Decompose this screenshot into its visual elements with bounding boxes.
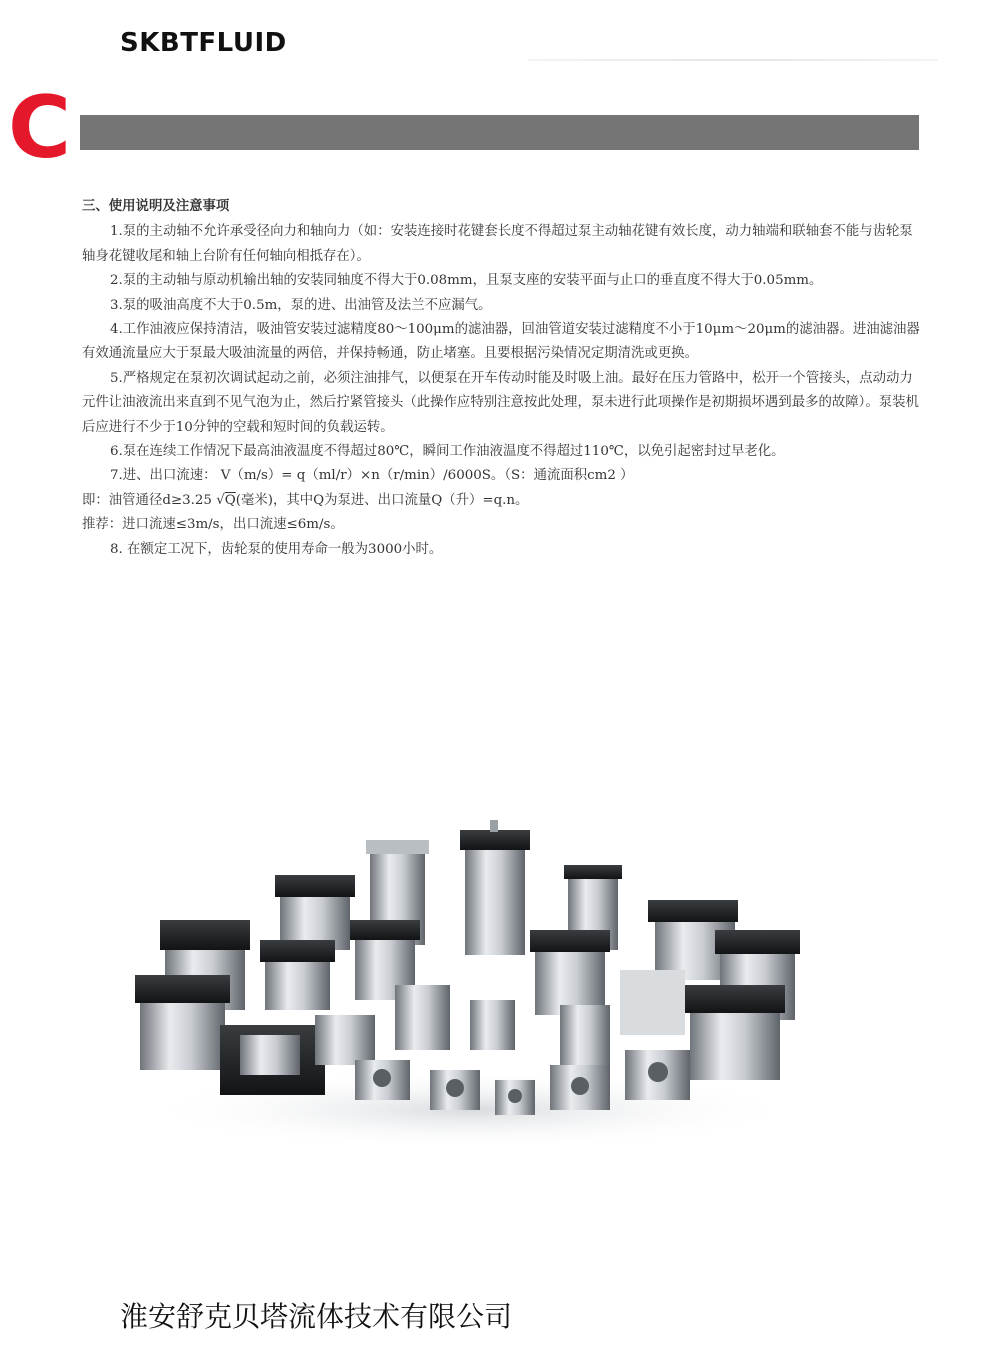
instruction-item-3: 3.泵的吸油高度不大于0.5m，泵的进、出油管及法兰不应漏气。 xyxy=(110,297,492,313)
formula-prefix: 即：油管通径d≥3.25 √ xyxy=(82,492,225,508)
formula-radicand: Q xyxy=(224,492,236,508)
pipe-diameter-formula xyxy=(82,489,920,513)
instruction-item-6: 6.泵在连续工作情况下最高油液温度不得超过80℃，瞬间工作油液温度不得超过110℃，以免引起密封过早老化。 xyxy=(110,444,785,460)
instruction-item-1: 1.泵的主动轴不允许承受径向力和轴向力（如：安装连接时花键套长度不得超过泵主动轴花键有效长度，动力轴端和联轴套不能与齿轮泵轴身花键收尾和轴上台阶有任何轴向相抵存在）。 xyxy=(82,224,913,264)
brand-name: SKBTFLUID xyxy=(120,28,287,58)
instruction-item-8: 8. 在额定工况下，齿轮泵的使用寿命一般为3000小时。 xyxy=(110,541,443,557)
pump-back-row xyxy=(275,820,738,980)
instruction-item-4: 4.工作油液应保持清洁，吸油管安装过滤精度80～100μm的滤油器，回油管道安装过滤精度不小于10μm～20μm的滤油器。进油滤油器有效通流量应大于泵最大吸油流量的两倍，并保持畅通，防止堵塞。且要根据污染情况定期清洗或更换。 xyxy=(82,322,920,362)
section-heading: 三、使用说明及注意事项 xyxy=(82,198,230,214)
instruction-item-2: 2.泵的主动轴与原动机输出轴的安装同轴度不得大于0.08mm，且泵支座的安装平面与止口的垂直度不得大于0.05mm。 xyxy=(110,273,823,289)
gear-pump-product-photo xyxy=(130,820,830,1150)
instruction-item-5: 5.严格规定在泵初次调试起动之前，必须注油排气，以便泵在开车传动时能及时吸上油。最好在压力管路中，松开一个管接头，点动动力元件让油液流出来直到不见气泡为止，然后拧紧管接头（此操作应特别注意按此处理，泵未进行此项操作是初期损坏遇到最多的故障）。泵装机后应进行不少于10分钟的空载和短时间的负载运转。 xyxy=(82,370,919,435)
section-header-bar xyxy=(80,115,919,150)
section-letter: C xyxy=(8,78,72,178)
recommended-flow-speed: 推荐：进口流速≤3m/s，出口流速≤6m/s。 xyxy=(82,517,344,533)
header-faint-line xyxy=(528,59,938,61)
instructions-section xyxy=(82,194,920,562)
instruction-item-7: 7.进、出口流速： V（m/s）= q（ml/r）×n（r/min）/6000S。（S：通流面积cm2 ） xyxy=(110,468,634,484)
company-name: 淮安舒克贝塔流体技术有限公司 xyxy=(120,1300,513,1333)
formula-suffix: (毫米)，其中Q为泵进、出口流量Q（升）=q.n。 xyxy=(235,492,529,508)
